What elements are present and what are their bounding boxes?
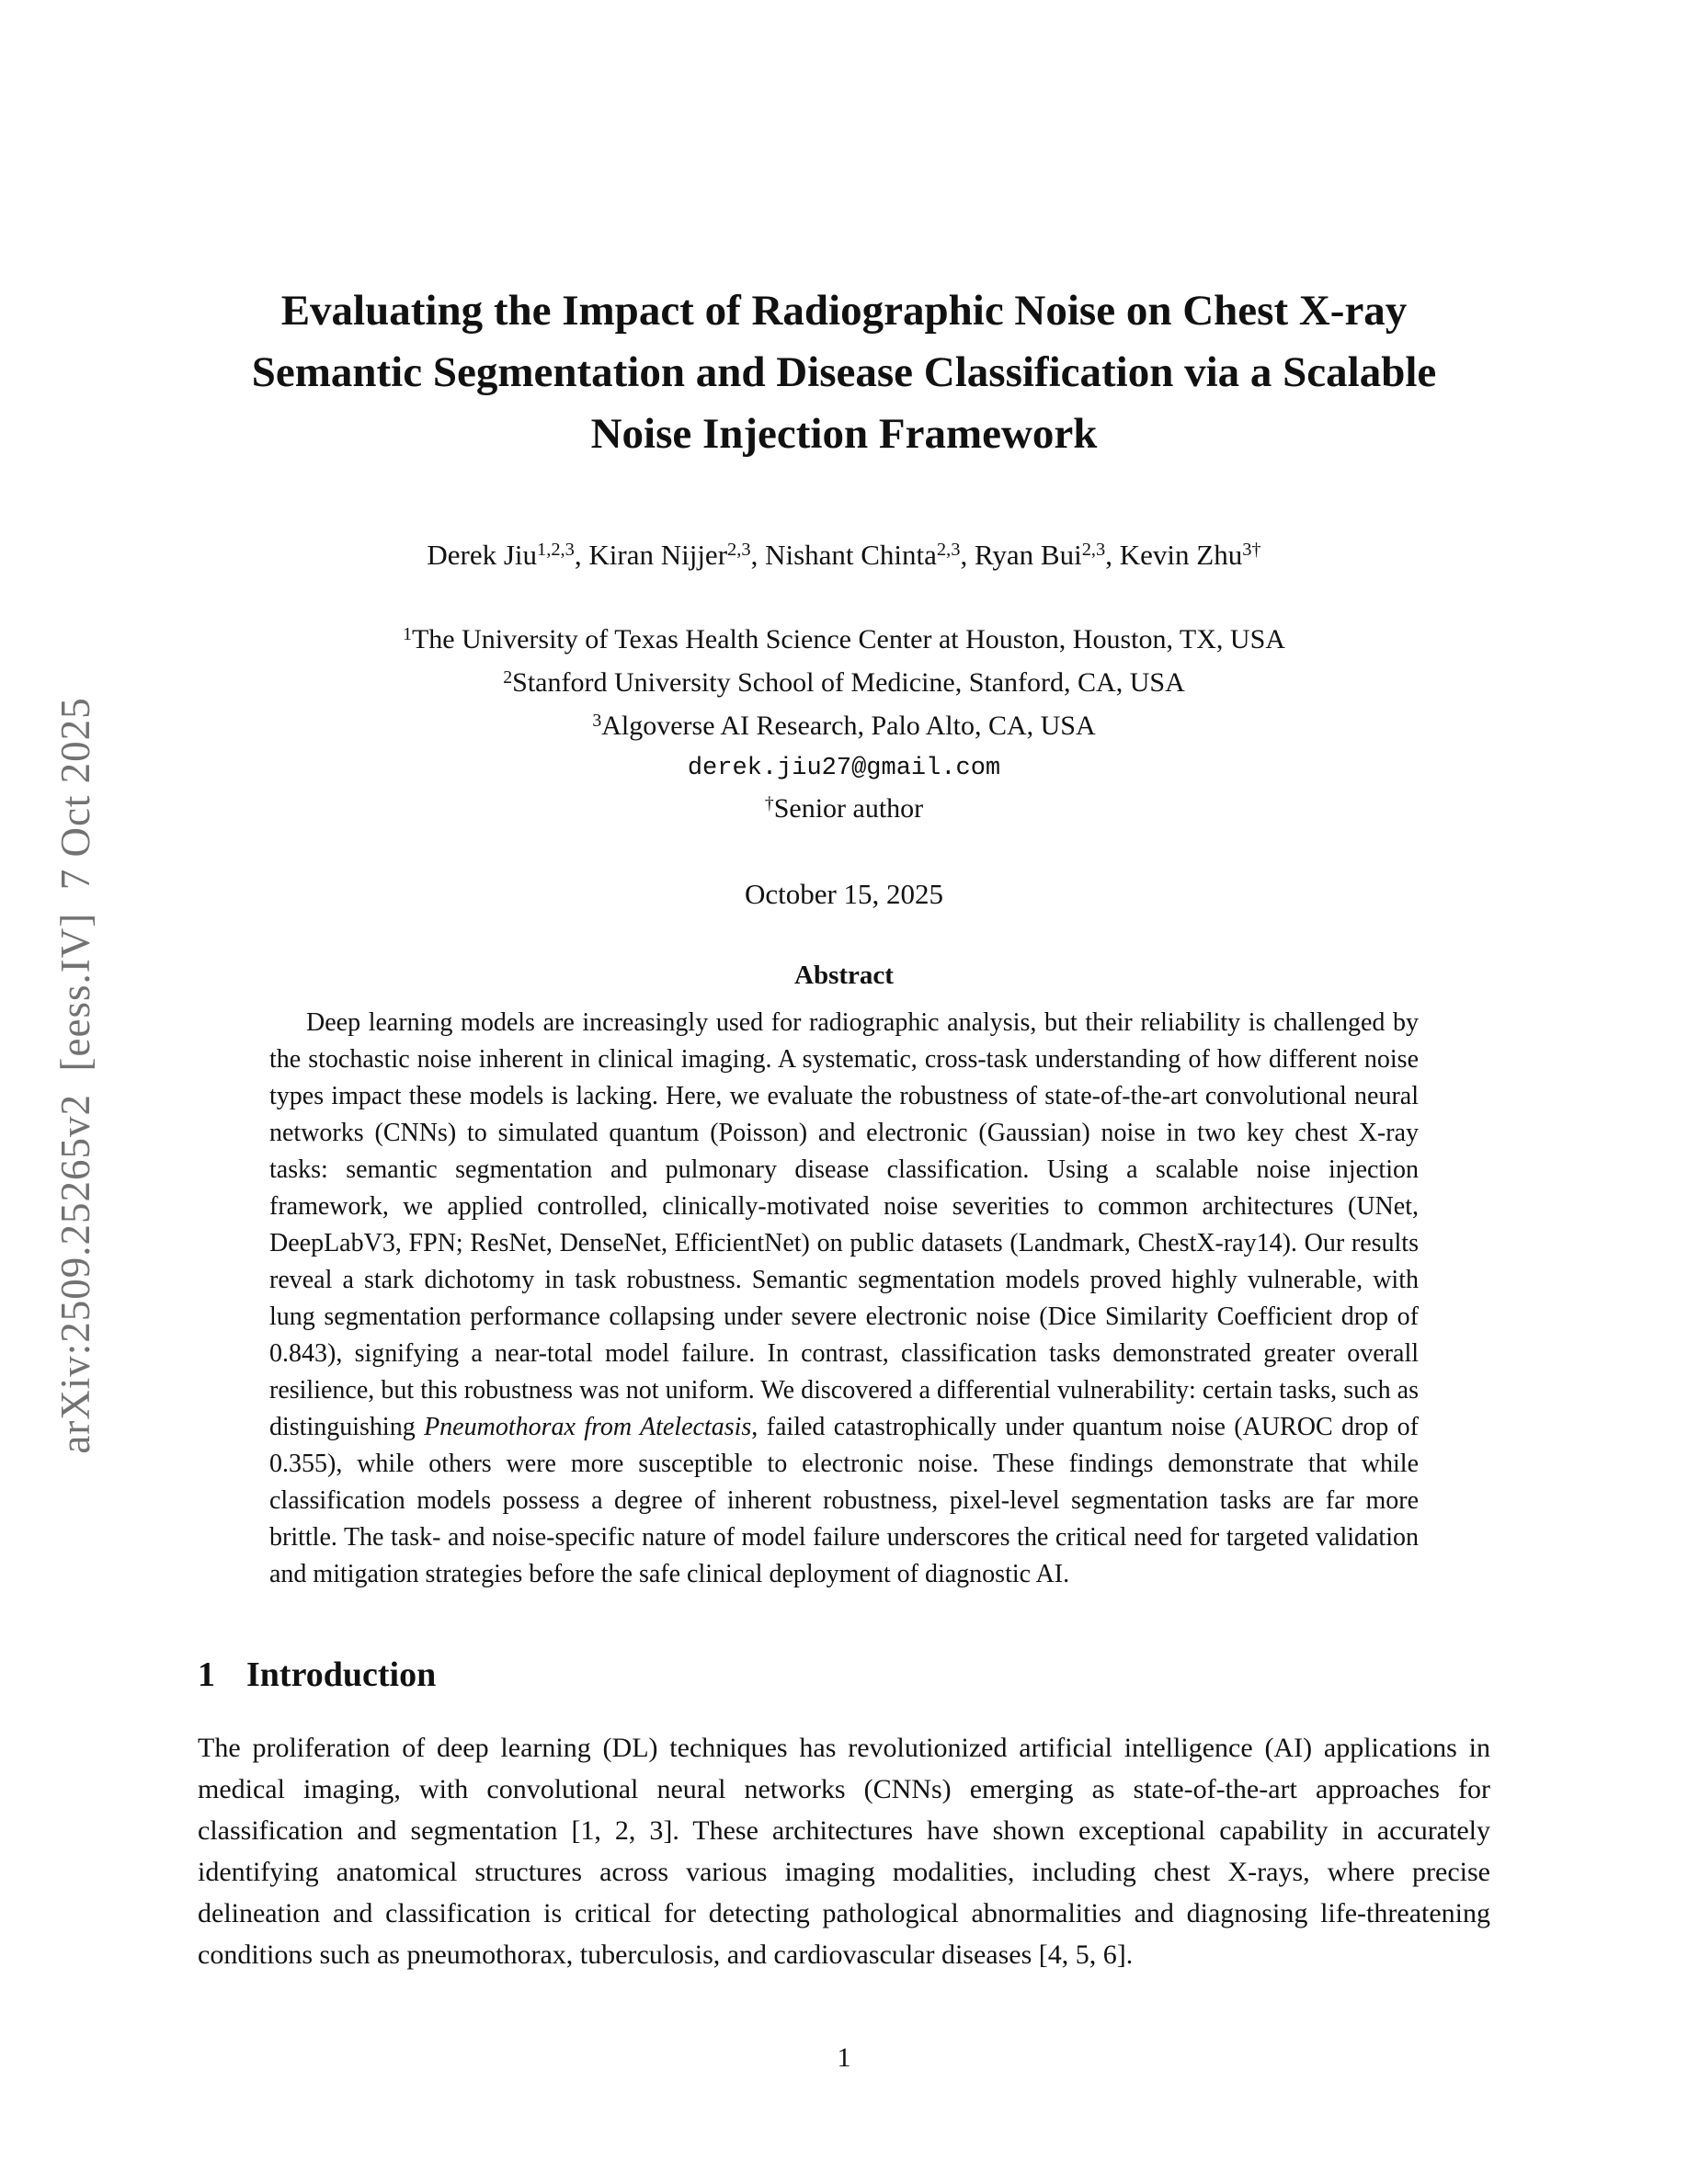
affiliation-text: Algoverse AI Research, Palo Alto, CA, USA [601, 711, 1096, 741]
author-separator: , [574, 539, 589, 571]
section-heading-introduction [198, 1652, 1490, 1698]
affiliations-block [198, 620, 1490, 832]
paper-title-line: Semantic Segmentation and Disease Classification via a Scalable [251, 348, 1437, 396]
affiliation-text: The University of Texas Health Science Center at Houston, Houston, TX, USA [411, 624, 1285, 654]
paper-title [198, 280, 1490, 465]
author-line [198, 535, 1490, 579]
abstract-text-part1: Deep learning models are increasingly used for radiographic analysis, but their reliability is challenged by the stochastic noise inherent in clinical imaging. A systematic, cross-task understanding of how different noise types impact these models is lacking. Here, we evaluate the robustness of state-of-the-art convolutional neural networks (CNNs) to simulated quantum (Poisson) and electronic (Gaussian) noise in two key chest X-ray tasks: semantic segmentation and pulmonary disease classification. Using a scalable noise injection framework, we applied controlled, clinically-motivated noise severities to common architectures (UNet, DeepLabV3, FPN; ResNet, DenseNet, EfficientNet) on public datasets (Landmark, ChestX-ray14). Our results reveal a stark dichotomy in task robustness. Semantic segmentation models proved highly vulnerable, with lung segmentation performance collapsing under severe electronic noise (Dice Similarity Coefficient drop of 0.843), signifying a near-total model failure. In contrast, classification tasks demonstrated greater overall resilience, but this robustness was not uniform. We discovered a differential vulnerability: certain tasks, such as distinguishing [269, 1008, 1419, 1441]
author-name: Kiran Nijjer [588, 539, 728, 571]
author-affiliation-superscript: 2,3 [727, 540, 751, 561]
author-affiliation-superscript: 3† [1242, 540, 1261, 561]
affiliation-number: 3 [592, 710, 602, 731]
section-title: Introduction [246, 1655, 437, 1694]
affiliation-number: 2 [503, 666, 513, 688]
contact-email: derek.jiu27@gmail.com [687, 755, 1001, 782]
author-separator: , [1105, 539, 1120, 571]
affiliation-line [198, 620, 1490, 663]
publication-date: October 15, 2025 [744, 878, 944, 910]
senior-author-dagger: † [764, 792, 774, 813]
author-name: Ryan Bui [974, 539, 1082, 571]
author-affiliation-superscript: 2,3 [1081, 540, 1106, 561]
author-name: Nishant Chinta [765, 539, 937, 571]
paper-content [198, 0, 1490, 2003]
affiliation-text: Stanford University School of Medicine, Stanford, CA, USA [512, 667, 1185, 698]
author-affiliation-superscript: 1,2,3 [537, 540, 575, 561]
abstract-italic-phrase: Pneumothorax from Atelectasis [424, 1413, 752, 1441]
affiliation-line [198, 706, 1490, 749]
affiliation-line [198, 663, 1490, 706]
paper-title-line: Noise Injection Framework [590, 410, 1098, 458]
senior-author-text: Senior author [773, 793, 924, 824]
paper-title-line: Evaluating the Impact of Radiographic Noise on Chest X-ray [280, 287, 1408, 335]
author-name: Derek Jiu [427, 539, 537, 571]
abstract-heading: Abstract [794, 961, 894, 990]
affiliation-number: 1 [403, 623, 412, 644]
senior-author-note [198, 789, 1490, 832]
author-name: Kevin Zhu [1119, 539, 1243, 571]
section-number: 1 [198, 1655, 215, 1694]
author-separator: , [750, 539, 766, 571]
abstract-text [269, 1005, 1419, 1593]
abstract-text-part2: , failed catastrophically under quantum noise (AUROC drop of 0.355), while others were more susceptible to electronic noise. These findings demonstrate that while classification models possess a degree of inherent robustness, pixel-level segmentation tasks are far more brittle. The task- and noise-specific nature of model failure underscores the critical need for targeted validation and mitigation strategies before the safe clinical deployment of diagnostic AI. [269, 1413, 1419, 1588]
author-separator: , [960, 539, 975, 571]
page-number: 1 [837, 2042, 851, 2073]
introduction-paragraph: The proliferation of deep learning (DL) techniques has revolutionized artificial intelligence (AI) applications in medical imaging, with convolutional neural networks (CNNs) emerging as state-of-the-art approaches for classification and segmentation [1, 2, 3]. These architectures have shown exceptional capability in accurately identifying anatomical structures across various imaging modalities, including chest X-rays, where precise delineation and classification is critical for detecting pathological abnormalities and diagnosing life-threatening conditions such as pneumothorax, tuberculosis, and cardiovascular diseases [4, 5, 6]. [198, 1732, 1490, 1970]
author-affiliation-superscript: 2,3 [936, 540, 961, 561]
arxiv-watermark: arXiv:2509.25265v2 [eess.IV] 7 Oct 2025 [52, 697, 98, 1454]
